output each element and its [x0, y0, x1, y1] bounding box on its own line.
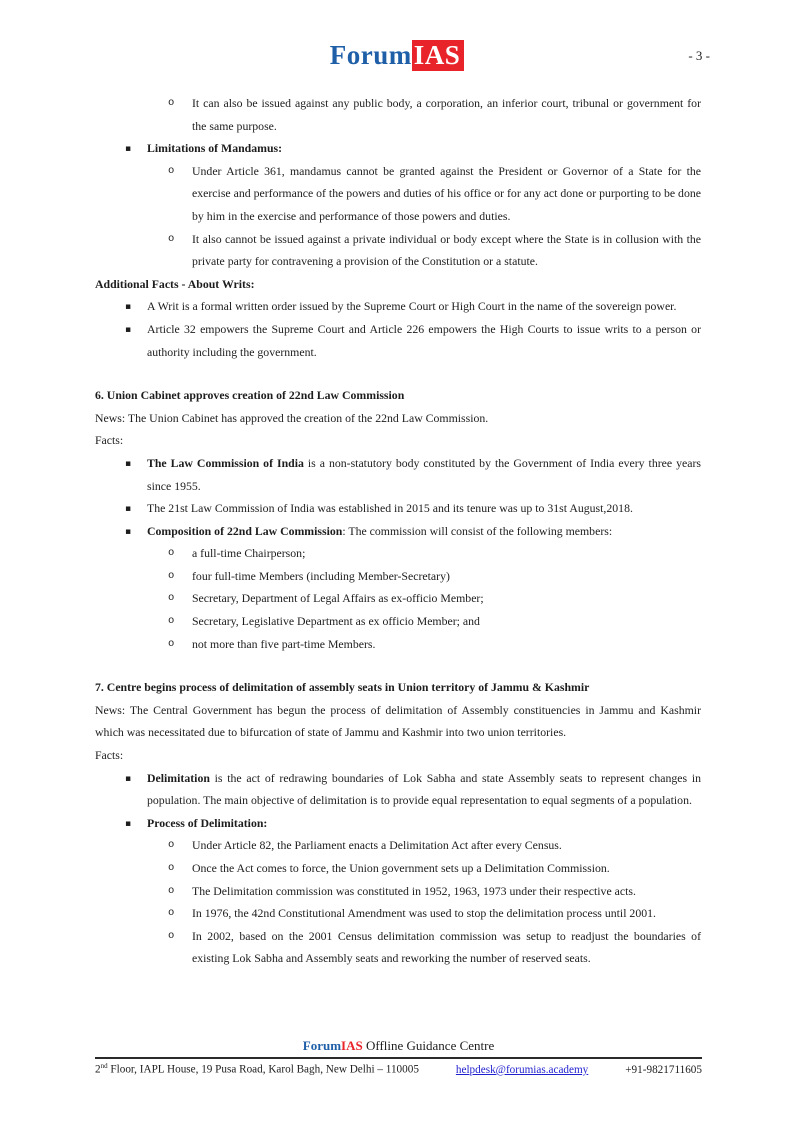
text-run: not more than five part-time Members. [192, 636, 376, 651]
text-run: Additional Facts - About Writs: [95, 276, 255, 291]
text-run: In 2002, based on the 2001 Census delimitation commission was setup to readjust the boundaries of existing Lok Sabha and Assembly seats and reworking the number of reserved seats. [192, 928, 701, 966]
text-run: It also cannot be issued against a private individual or body except where the State is in collusion with the private party for contravening a provision of the Constitution or a statute. [192, 231, 701, 269]
footer-phone-number: +91-9821711605 [625, 1063, 702, 1076]
sub-bullet-item [95, 857, 701, 880]
circle-bullet-marker: o [168, 907, 175, 920]
text-run: The Delimitation commission was constituted in 1952, 1963, 1973 under their respective acts. [192, 883, 636, 898]
paragraph [95, 429, 701, 452]
text-run: News: The Union Cabinet has approved the creation of the 22nd Law Commission. [95, 410, 489, 425]
sub-bullet-item [95, 925, 701, 970]
square-bullet-marker: ▪ [125, 144, 132, 155]
page-number: - 3 - [688, 48, 710, 63]
square-bullet-marker: ▪ [125, 818, 132, 829]
sub-bullet-item [95, 902, 701, 925]
logo-ias-badge: IAS [412, 40, 465, 71]
ordinal-superscript: nd [100, 1062, 108, 1070]
text-run: four full-time Members (including Member-Secretary) [192, 568, 450, 583]
footer-logo-forum-text: Forum [302, 1038, 342, 1053]
text-run: Under Article 82, the Parliament enacts a Delimitation Act after every Census. [192, 838, 562, 853]
footer-address-text: 2nd Floor, IAPL House, 19 Pusa Road, Karol Bagh, New Delhi – 110005 [95, 1062, 419, 1076]
page-header [0, 40, 794, 80]
text-run: Under Article 361, mandamus cannot be granted against the President or Governor of a State for the exercise and performance of the powers and duties of his office or for any act done or purporting to be done by him in the exercise and performance of those powers and duties. [192, 163, 701, 223]
footer-logo-ias-text: IAS [341, 1038, 363, 1053]
square-bullet-marker: ▪ [125, 526, 132, 537]
square-bullet-marker: ▪ [125, 324, 132, 335]
text-run: In 1976, the 42nd Constitutional Amendment was used to stop the delimitation process until 2001. [192, 906, 656, 921]
paragraph-spacer [95, 363, 701, 384]
text-run: Delimitation is the act of redrawing boundaries of Lok Sabha and state Assembly seats to represent changes in population. The main objective of delimitation is to provide equal representation to equal segments of a population. [147, 770, 701, 808]
section-heading [95, 384, 701, 407]
circle-bullet-marker: o [168, 97, 175, 109]
sub-bullet-item [95, 228, 701, 273]
circle-bullet-marker: o [168, 929, 175, 942]
bullet-item [95, 318, 701, 363]
circle-bullet-marker: o [168, 592, 175, 605]
square-bullet-marker: ▪ [125, 504, 132, 515]
text-run: It can also be issued against any public body, a corporation, an inferior court, tribunal or government for the same purpose. [192, 96, 701, 133]
forumias-logo [0, 40, 794, 71]
text-run: Secretary, Legislative Department as ex officio Member; and [192, 614, 480, 629]
bullet-item [95, 137, 701, 160]
square-bullet-marker: ▪ [125, 458, 132, 469]
text-run: Secretary, Department of Legal Affairs as ex-officio Member; [192, 591, 484, 606]
text-run: Article 32 empowers the Supreme Court and Article 226 empowers the High Courts to issue writs to a person or authority including the government. [147, 321, 701, 359]
section-heading [95, 676, 701, 699]
section-heading [95, 273, 701, 296]
circle-bullet-marker: o [168, 569, 175, 582]
circle-bullet-marker: o [168, 547, 175, 560]
square-bullet-marker: ▪ [125, 773, 132, 784]
circle-bullet-marker: o [168, 884, 175, 897]
sub-bullet-item [95, 880, 701, 903]
logo-forum-text: Forum [329, 40, 412, 70]
sub-bullet-item [95, 92, 701, 137]
text-run: 7. Centre begins process of delimitation of assembly seats in Union territory of Jammu & Kashmir [95, 680, 590, 695]
text-run: 6. Union Cabinet approves creation of 22nd Law Commission [95, 388, 405, 403]
text-run: Limitations of Mandamus: [147, 141, 283, 156]
circle-bullet-marker: o [168, 164, 175, 177]
square-bullet-marker: ▪ [125, 302, 132, 313]
circle-bullet-marker: o [168, 637, 175, 650]
sub-bullet-item [95, 565, 701, 588]
circle-bullet-marker: o [168, 615, 175, 628]
text-run: Process of Delimitation: [147, 815, 268, 830]
sub-bullet-item [95, 160, 701, 228]
bullet-item [95, 452, 701, 497]
circle-bullet-marker: o [168, 839, 175, 852]
circle-bullet-marker: o [168, 862, 175, 874]
sub-bullet-item [95, 587, 701, 610]
sub-bullet-item [95, 610, 701, 633]
footer-address-line [95, 1059, 702, 1076]
text-run: a full-time Chairperson; [192, 546, 306, 561]
sub-bullet-item [95, 834, 701, 857]
bullet-item [95, 767, 701, 812]
text-run: News: The Central Government has begun the process of delimitation of Assembly constituencies in Jammu and Kashmir which was necessitated due to bifurcation of state of Jammu and Kashmir into two union territories. [95, 702, 701, 740]
circle-bullet-marker: o [168, 232, 175, 245]
paragraph-spacer [95, 655, 701, 676]
bullet-item [95, 295, 701, 318]
footer-centre-label: Offline Guidance Centre [362, 1038, 495, 1053]
bullet-item [95, 520, 701, 543]
sub-bullet-item [95, 542, 701, 565]
text-run: Facts: [95, 748, 124, 763]
footer-centre-line [95, 1038, 702, 1054]
text-run: The 21st Law Commission of India was established in 2015 and its tenure was up to 31st August,2018. [147, 501, 633, 516]
bullet-item [95, 497, 701, 520]
page-footer [95, 1038, 702, 1076]
paragraph [95, 699, 701, 744]
text-run: Facts: [95, 433, 124, 448]
helpdesk-email-link[interactable]: helpdesk@forumias.academy [455, 1063, 589, 1076]
paragraph [95, 744, 701, 767]
sub-bullet-item [95, 633, 701, 656]
paragraph [95, 407, 701, 430]
text-run: A Writ is a formal written order issued by the Supreme Court or High Court in the name of the sovereign power. [147, 299, 677, 314]
text-run: Once the Act comes to force, the Union government sets up a Delimitation Commission. [192, 861, 610, 875]
bullet-item [95, 812, 701, 835]
text-run: The Law Commission of India is a non-statutory body constituted by the Government of India every three years since 1955. [147, 455, 701, 493]
text-run: Composition of 22nd Law Commission: The commission will consist of the following members: [147, 523, 613, 538]
document-body [95, 92, 701, 970]
